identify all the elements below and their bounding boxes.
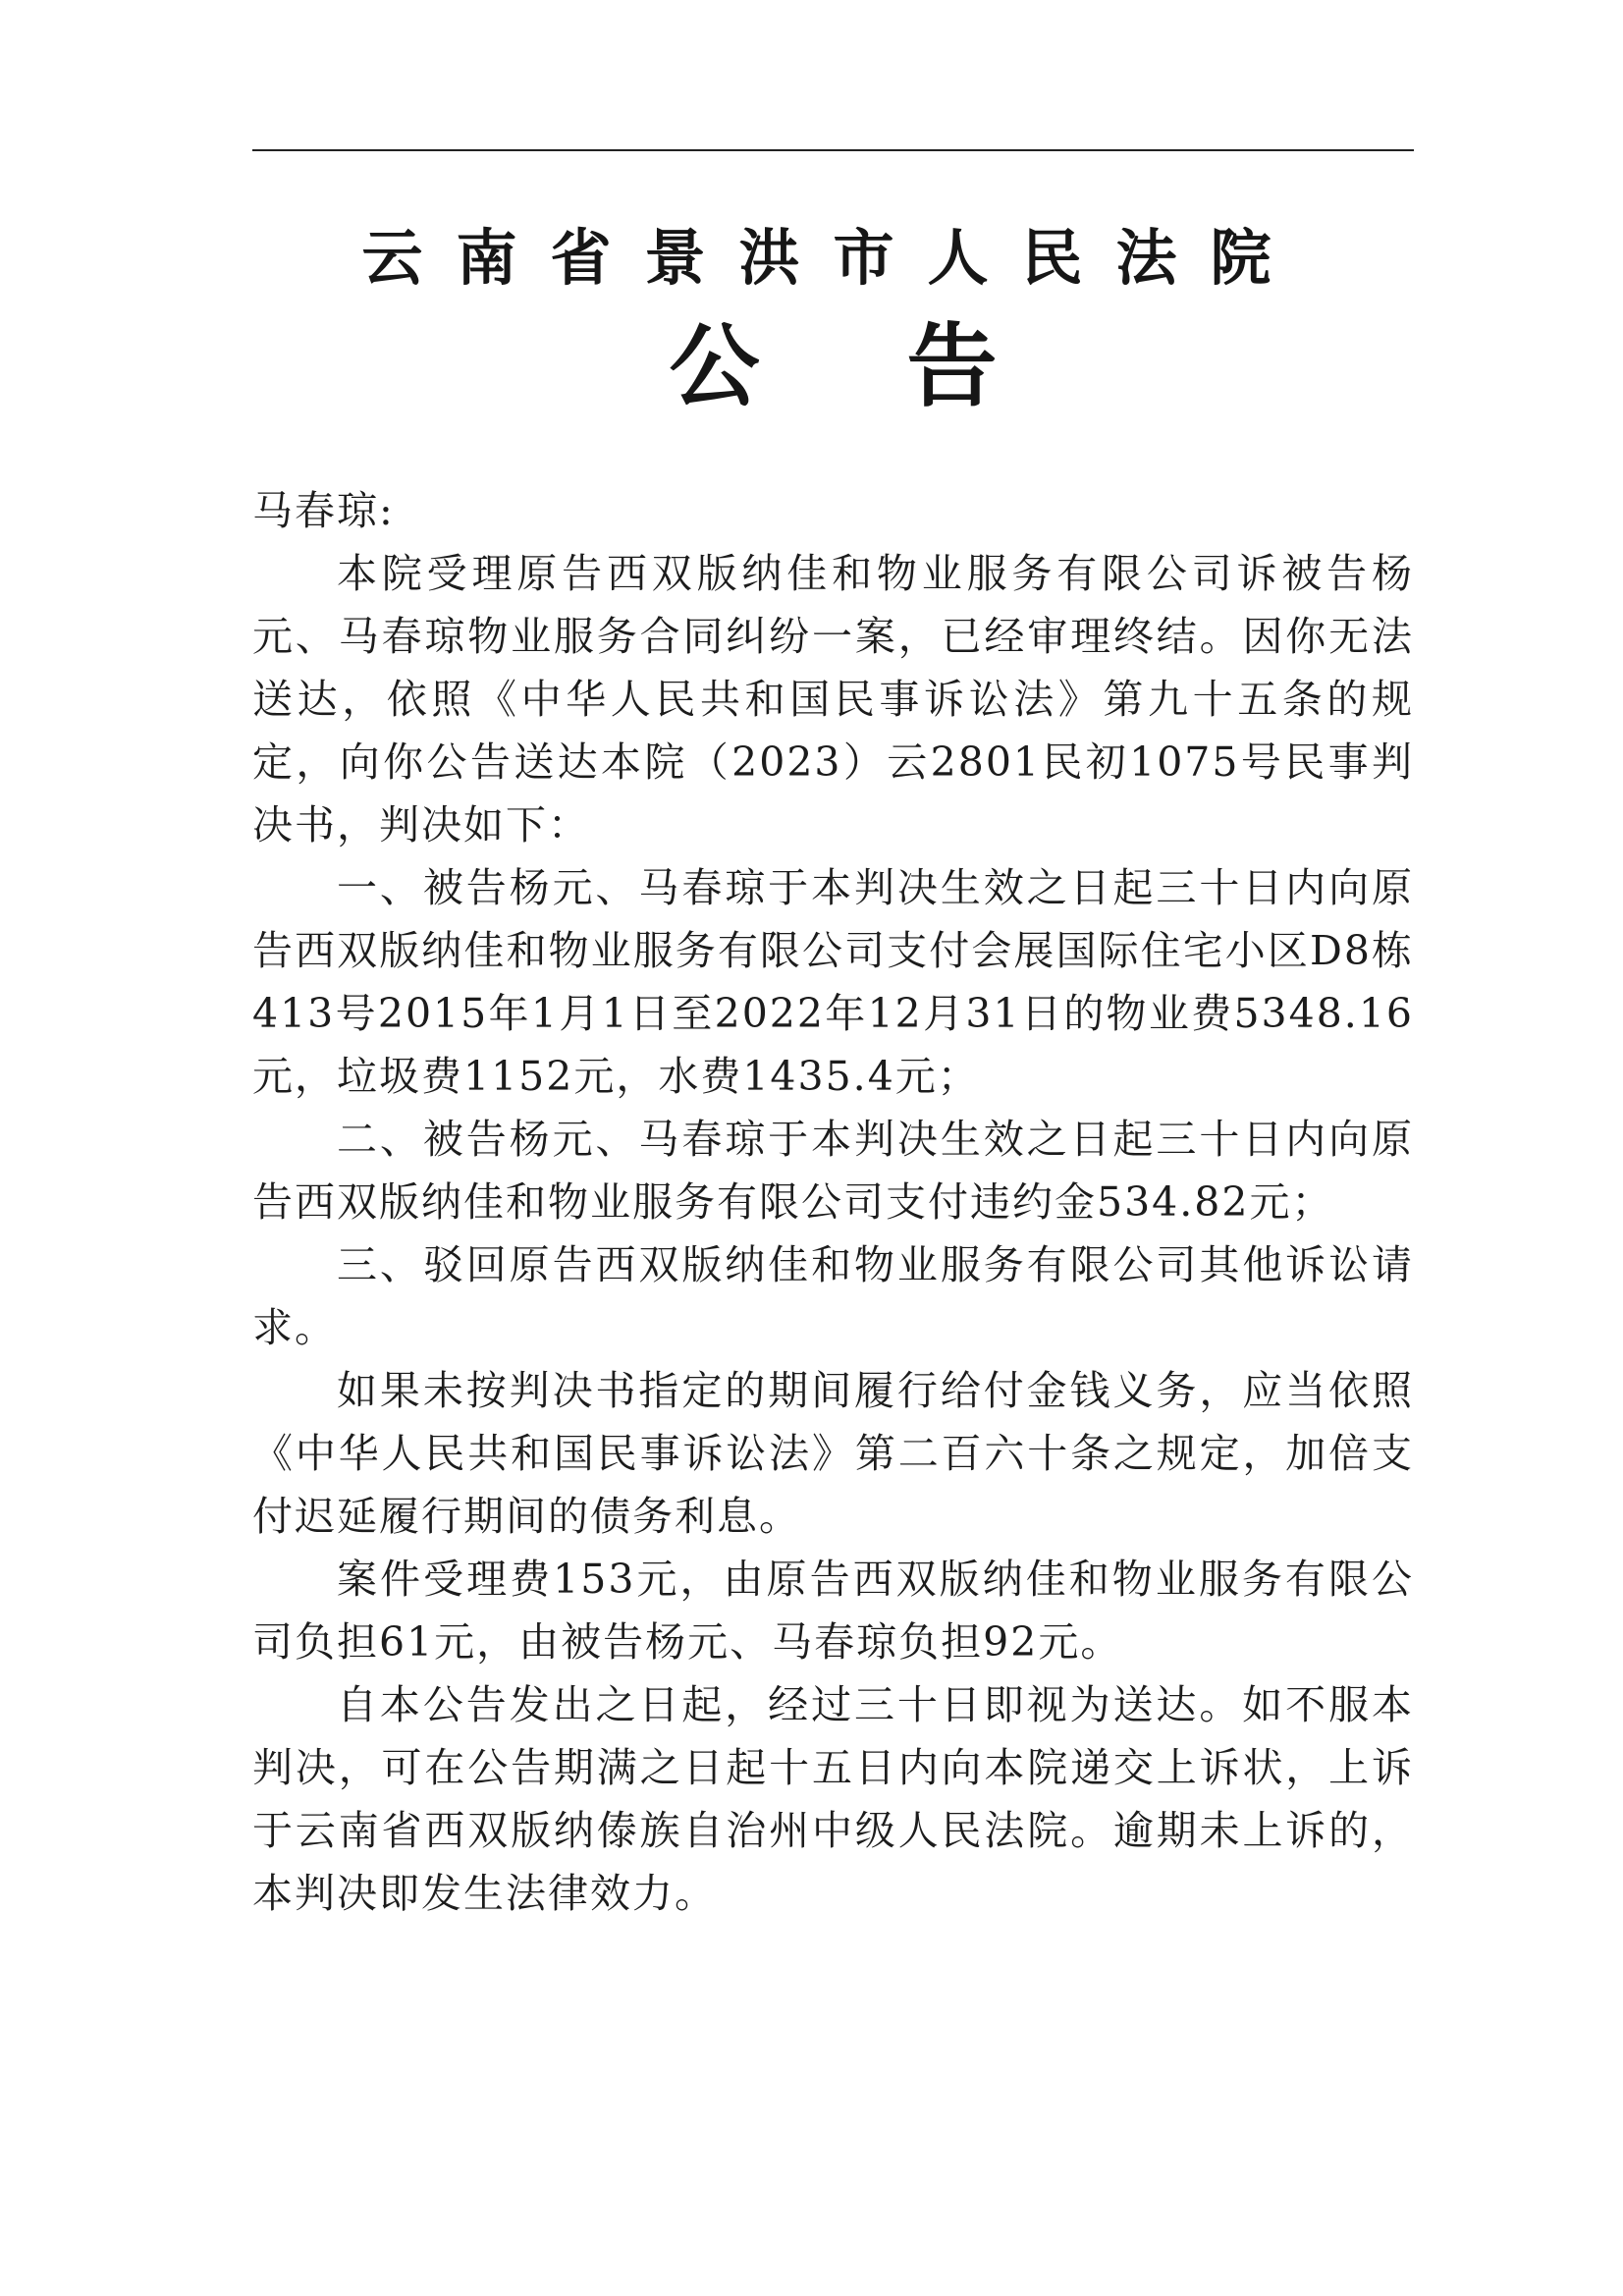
notice-body	[252, 479, 1414, 1925]
document-title: 公告	[669, 314, 1145, 419]
paragraph-appeal: 自本公告发出之日起，经过三十日即视为送达。如不服本判决，可在公告期满之日起十五日内向本院递交上诉状，上诉于云南省西双版纳傣族自治州中级人民法院。逾期未上诉的，本判决即发生法律效力。	[252, 1681, 1414, 1917]
court-name: 云南省景洪市人民法院	[361, 222, 1305, 294]
paragraph-intro: 本院受理原告西双版纳佳和物业服务有限公司诉被告杨元、马春琼物业服务合同纠纷一案，已经审理终结。因你无法送达，依照《中华人民共和国民事诉讼法》第九十五条的规定，向你公告送达本院（2023）云2801民初1075号民事判决书，判决如下：	[252, 550, 1414, 848]
judgment-item-1: 一、被告杨元、马春琼于本判决生效之日起三十日内向原告西双版纳佳和物业服务有限公司支付会展国际住宅小区D8栋413号2015年1月1日至2022年12月31日的物业费5348.16元，垃圾费1152元，水费1435.4元；	[252, 864, 1414, 1100]
judgment-item-3: 三、驳回原告西双版纳佳和物业服务有限公司其他诉讼请求。	[252, 1241, 1414, 1351]
paragraph-fees: 案件受理费153元，由原告西双版纳佳和物业服务有限公司负担61元，由被告杨元、马春琼负担92元。	[252, 1556, 1414, 1666]
addressee: 马春琼:	[252, 487, 395, 534]
header-rule	[252, 149, 1414, 151]
judgment-item-2: 二、被告杨元、马春琼于本判决生效之日起三十日内向原告西双版纳佳和物业服务有限公司支付违约金534.82元；	[252, 1116, 1414, 1226]
paragraph-interest: 如果未按判决书指定的期间履行给付金钱义务，应当依照《中华人民共和国民事诉讼法》第二百六十条之规定，加倍支付迟延履行期间的债务利息。	[252, 1367, 1414, 1540]
